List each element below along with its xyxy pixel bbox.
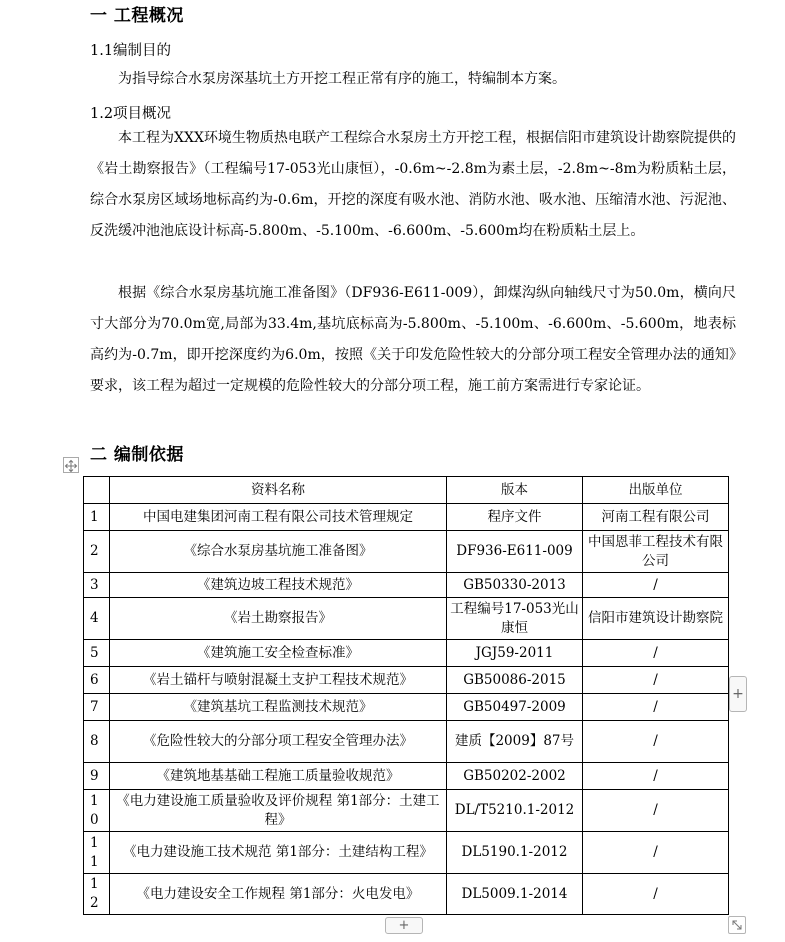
section-2-title: 二 编制依据	[90, 445, 184, 465]
resize-diagonal-icon	[729, 917, 745, 933]
table-row	[84, 832, 729, 874]
add-column-button[interactable]	[729, 676, 747, 712]
row-no: 12	[84, 874, 110, 915]
table-resize-handle[interactable]	[728, 916, 746, 934]
overview-paragraph-1: 本工程为XXX环境生物质热电联产工程综合水泵房土方开挖工程，根据信阳市建筑设计勘察院提供的《岩土勘察报告》（工程编号17-053光山康恒），-0.6m~-2.8m为素土层，-2.8m~-8m为粉质粘土层，综合水泵房区域场地标高约为-0.6m，开挖的深度有吸水池、消防水池、吸水池、压缩清水池、污泥池、反洗缓冲池池底设计标高-5.800m、-5.100m、-6.600m、-5.600m均在粉质粘土层上。	[90, 130, 736, 239]
row-name: 《建筑基坑工程监测技术规范》	[110, 694, 447, 721]
row-publisher: /	[583, 832, 729, 874]
row-version: GB50330-2013	[447, 573, 583, 598]
row-name: 《电力建设施工技术规范 第1部分：土建结构工程》	[110, 832, 447, 874]
row-version: JGJ59-2011	[447, 640, 583, 667]
section-1-title: 一 工程概况	[90, 6, 184, 26]
overview-paragraph-2: 根据《综合水泵房基坑施工准备图》（DF936-E611-009），卸煤沟纵向轴线尺寸为50.0m，横向尺寸大部分为70.0m宽,局部为33.4m,基坑底标高为-5.800m、-5.100m、-6.600m、-5.600m，地表标高约为-0.7m，即开挖深度约为6.0m，按照《关于印发危险性较大的分部分项工程安全管理办法的通知》要求，该工程为超过一定规模的危险性较大的分部分项工程，施工前方案需进行专家论证。	[90, 285, 736, 394]
row-version: DL5190.1-2012	[447, 832, 583, 874]
row-publisher: 中国恩菲工程技术有限公司	[583, 531, 729, 573]
header-publisher: 出版单位	[583, 477, 729, 504]
table-row	[84, 763, 729, 790]
header-version: 版本	[447, 477, 583, 504]
row-no: 11	[84, 832, 110, 874]
row-version: 程序文件	[447, 504, 583, 531]
row-version: DL5009.1-2014	[447, 874, 583, 915]
row-version: GB50202-2002	[447, 763, 583, 790]
row-no: 3	[84, 573, 110, 598]
row-version: GB50497-2009	[447, 694, 583, 721]
row-name: 中国电建集团河南工程有限公司技术管理规定	[110, 504, 447, 531]
move-arrows-icon	[64, 459, 78, 473]
plus-icon: +	[732, 686, 744, 702]
row-version: DL/T5210.1-2012	[447, 790, 583, 832]
row-publisher: /	[583, 874, 729, 915]
row-no: 10	[84, 790, 110, 832]
header-no	[84, 477, 110, 504]
row-version: DF936-E611-009	[447, 531, 583, 573]
references-table	[83, 476, 729, 915]
subsection-1-1-title: 1.1编制目的	[90, 43, 172, 59]
table-row	[84, 504, 729, 531]
row-name: 《综合水泵房基坑施工准备图》	[110, 531, 447, 573]
row-no: 1	[84, 504, 110, 531]
row-publisher: /	[583, 667, 729, 694]
row-publisher: /	[583, 573, 729, 598]
row-name: 《建筑施工安全检查标准》	[110, 640, 447, 667]
table-row	[84, 874, 729, 915]
row-no: 6	[84, 667, 110, 694]
row-no: 7	[84, 694, 110, 721]
row-version: GB50086-2015	[447, 667, 583, 694]
row-name: 《岩土锚杆与喷射混凝土支护工程技术规范》	[110, 667, 447, 694]
table-move-handle[interactable]	[63, 457, 79, 473]
table-header-row	[84, 477, 729, 504]
table-row	[84, 790, 729, 832]
table-row	[84, 531, 729, 573]
row-no: 2	[84, 531, 110, 573]
table-row	[84, 667, 729, 694]
row-no: 4	[84, 598, 110, 640]
row-publisher: 信阳市建筑设计勘察院	[583, 598, 729, 640]
table-row	[84, 694, 729, 721]
row-publisher: /	[583, 640, 729, 667]
row-name: 《建筑地基基础工程施工质量验收规范》	[110, 763, 447, 790]
table-row	[84, 598, 729, 640]
row-name: 《危险性较大的分部分项工程安全管理办法》	[110, 721, 447, 763]
row-publisher: /	[583, 790, 729, 832]
row-publisher: /	[583, 763, 729, 790]
row-name: 《电力建设施工质量验收及评价规程 第1部分：土建工程》	[110, 790, 447, 832]
subsection-1-2-title: 1.2项目概况	[90, 106, 172, 122]
row-name: 《电力建设安全工作规程 第1部分：火电发电》	[110, 874, 447, 915]
table-row	[84, 640, 729, 667]
row-publisher: /	[583, 721, 729, 763]
purpose-paragraph: 为指导综合水泵房深基坑土方开挖工程正常有序的施工，特编制本方案。	[118, 71, 566, 87]
row-no: 8	[84, 721, 110, 763]
table-row	[84, 573, 729, 598]
row-name: 《岩土勘察报告》	[110, 598, 447, 640]
row-no: 9	[84, 763, 110, 790]
row-name: 《建筑边坡工程技术规范》	[110, 573, 447, 598]
row-version: 建质【2009】87号	[447, 721, 583, 763]
row-publisher: 河南工程有限公司	[583, 504, 729, 531]
row-version: 工程编号17-053光山康恒	[447, 598, 583, 640]
plus-icon: +	[398, 918, 410, 933]
header-name: 资料名称	[110, 477, 447, 504]
row-publisher: /	[583, 694, 729, 721]
row-no: 5	[84, 640, 110, 667]
add-row-button[interactable]	[385, 917, 423, 934]
table-row	[84, 721, 729, 763]
